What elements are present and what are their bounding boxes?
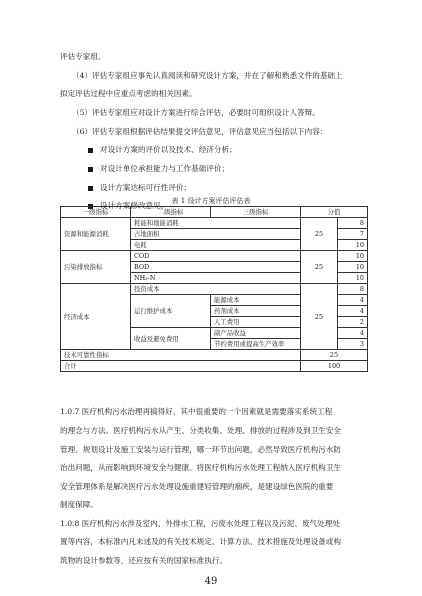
level3-cell: 药剂成本	[211, 306, 301, 317]
paragraph-line: （6）评估专家组根据评估结果提交评估意见，评估意见应当包括以下内容：	[72, 127, 328, 136]
paragraph-line: 1.0.7 医疗机构污水治理再搞得好，其中很重要的一个因素就是需要落实系统工程	[60, 407, 333, 416]
group-total-cell: 25	[301, 218, 338, 251]
sum-label-cell: 合计	[61, 361, 301, 372]
bullet-item: 对设计方案的评价以及技术、经济分析；	[100, 145, 237, 154]
page-number: 49	[204, 576, 218, 587]
table-header-row	[61, 207, 368, 218]
tech-label-cell: 技术可靠性指标	[61, 350, 301, 361]
header-score: 分值	[301, 207, 368, 218]
evaluation-table	[60, 206, 368, 372]
level2-cell: NH₃-N	[131, 273, 301, 284]
group-total-cell: 25	[301, 251, 338, 284]
level2-cell: 耗能和地能消耗	[131, 218, 301, 229]
paragraph-line: （4）评估专家组应事先认真阅读和研究设计方案，并在了解和熟悉文件的基础上	[72, 71, 343, 80]
score-cell: 8	[338, 218, 368, 229]
level2-cell: BOD	[131, 262, 301, 273]
score-cell: 10	[338, 262, 368, 273]
table-row	[61, 251, 368, 262]
paragraph-line: 管理、规划设计及施工安装与运行管理，哪一环节出问题，必然导致医疗机构污水防	[60, 445, 341, 454]
paragraph-line: 1.0.8 医疗机构污水涉及室内、外排水工程，污废水处理工程以及污泥、废气处理处	[60, 519, 340, 528]
bullet-marker	[88, 148, 93, 153]
level2-cell: 电耗	[131, 240, 301, 251]
score-cell: 4	[338, 328, 368, 339]
score-cell: 10	[338, 251, 368, 262]
score-cell: 4	[338, 306, 368, 317]
table-row	[61, 361, 368, 372]
bullet-marker	[88, 167, 93, 172]
bullet-item: 设计方案修改意见。	[100, 201, 169, 210]
level3-cell: 能源成本	[211, 295, 301, 306]
bullet-item: 对设计单位承担能力与工作基础评价；	[100, 164, 230, 173]
header-level1: 一级指标	[61, 207, 131, 218]
level3-cell: 副产品收益	[211, 328, 301, 339]
tech-total-cell: 25	[301, 350, 368, 361]
table-row	[61, 218, 368, 229]
paragraph-line: 置等内容，本标准内凡未述及的有关技术规定、计算方法、技术措施及处理设备或构	[60, 537, 341, 546]
paragraph-line: 评估专家组。	[60, 52, 106, 61]
level3-cell: 节约费用或提高生产效率	[211, 339, 301, 350]
header-level2: 二级指标	[131, 207, 211, 218]
table-row	[61, 284, 368, 295]
level1-cell: 资源和能源消耗	[61, 218, 131, 251]
level2-cell: 占地面积	[131, 229, 301, 240]
paragraph-line: 安全管理体系是解决医疗污水处理设施重建轻管理的痼疾，是建设绿色医院的重要	[60, 482, 334, 491]
table-row	[61, 350, 368, 361]
score-cell: 8	[338, 284, 368, 295]
score-cell: 2	[338, 317, 368, 328]
level2-cell: 投资成本	[131, 284, 301, 295]
score-cell: 3	[338, 339, 368, 350]
level1-cell: 污染排放指标	[61, 251, 131, 284]
bullet-marker	[88, 186, 93, 191]
group-total-cell: 25	[301, 284, 338, 350]
paragraph-line: 治出问题，从而影响到环境安全与健康。将医疗机构污水处理工程纳入医疗机构卫生	[60, 463, 341, 472]
paragraph-line: 制度保障。	[60, 500, 98, 509]
score-cell: 10	[338, 273, 368, 284]
header-level3: 三级指标	[211, 207, 301, 218]
level2-cell: COD	[131, 251, 301, 262]
sum-total-cell: 100	[301, 361, 368, 372]
score-cell: 7	[338, 229, 368, 240]
paragraph-line: （5）评估专家组应对设计方案进行综合评估，必要时可组织设计人答辩。	[72, 108, 320, 117]
level2-cell: 运行维护成本	[131, 295, 211, 328]
paragraph-line: 拟定评估过程中应重点考虑的相关因素。	[60, 89, 197, 98]
level1-cell: 经济成本	[61, 284, 131, 350]
score-cell: 4	[338, 295, 368, 306]
level2-cell: 收益及避免费用	[131, 328, 211, 350]
bullet-item: 设计方案达标可行性评价；	[100, 183, 192, 192]
paragraph-line: 的理念与方法。医疗机构污水从产生、分类收集、处理、排放的过程涉及到卫生安全	[60, 426, 341, 435]
level3-cell: 人工费用	[211, 317, 301, 328]
score-cell: 10	[338, 240, 368, 251]
paragraph-line: 筑物的设计参数等，还应按有关的国家标准执行。	[60, 556, 228, 565]
table-caption: 表 1 设计方案评估评估表	[171, 197, 251, 205]
